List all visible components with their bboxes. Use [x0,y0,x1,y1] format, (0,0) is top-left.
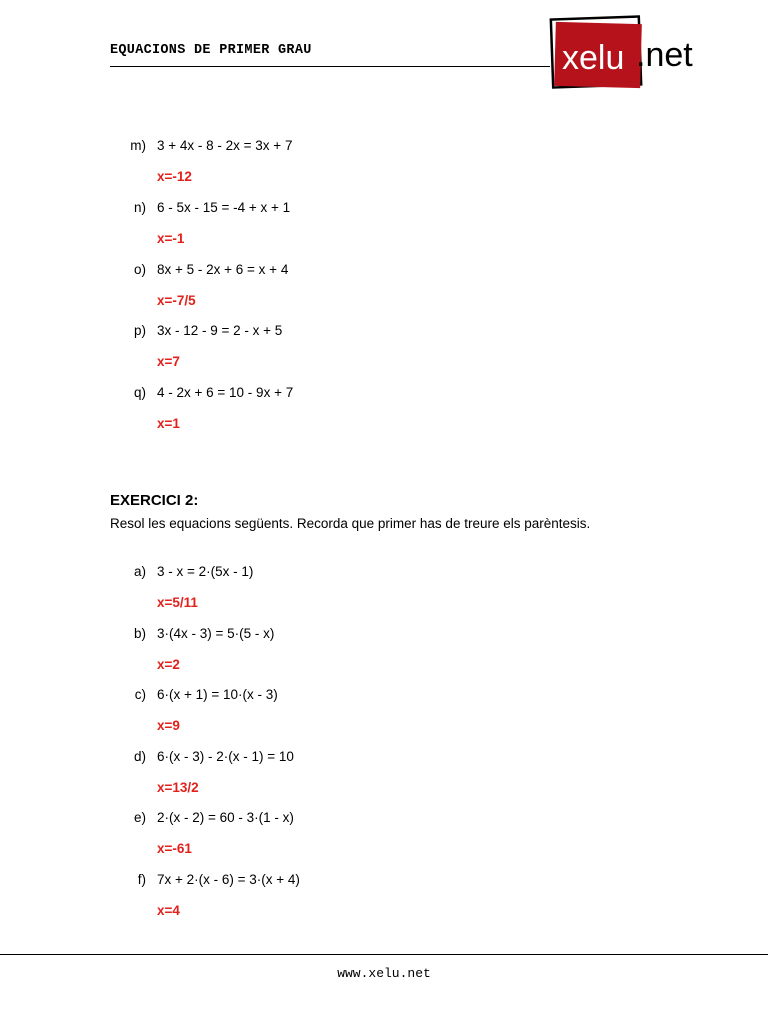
item-letter: o) [133,262,146,277]
answer: x=-7/5 [157,293,196,308]
equation: 3·(4x - 3) = 5·(5 - x) [157,626,275,641]
answer: x=-12 [157,169,192,184]
list-item [0,323,768,385]
list-item [0,749,768,811]
list-item [0,626,768,688]
answer: x=4 [157,903,180,918]
equation: 3x - 12 - 9 = 2 - x + 5 [157,323,283,338]
equation: 2·(x - 2) = 60 - 3·(1 - x) [157,810,294,825]
list-item [0,872,768,934]
item-letter: p) [133,323,146,338]
logo-text-suffix: .net [636,36,693,74]
answer: x=5/11 [157,595,198,610]
list-item [0,200,768,262]
list-item [0,687,768,749]
answer: x=13/2 [157,780,199,795]
document-title: EQUACIONS DE PRIMER GRAU [110,43,312,58]
item-letter: a) [133,564,146,579]
xelu-logo [548,14,698,94]
header-divider [110,66,550,67]
answer: x=7 [157,354,180,369]
list-item [0,262,768,324]
item-letter: c) [134,687,146,702]
item-letter: b) [133,626,146,641]
equation: 6 - 5x - 15 = -4 + x + 1 [157,200,291,215]
answer: x=1 [157,416,180,431]
item-letter: m) [130,138,146,153]
equation: 8x + 5 - 2x + 6 = x + 4 [157,262,289,277]
item-letter: n) [133,200,146,215]
equation: 7x + 2·(x - 6) = 3·(x + 4) [157,872,300,887]
equation: 3 + 4x - 8 - 2x = 3x + 7 [157,138,293,153]
list-item [0,138,768,200]
item-letter: e) [133,810,146,825]
answer: x=9 [157,718,180,733]
exercise-instructions: Resol les equacions següents. Recorda que primer has de treure els parèntesis. [110,516,591,531]
item-letter: d) [133,749,146,764]
equation: 4 - 2x + 6 = 10 - 9x + 7 [157,385,294,400]
footer-divider [0,954,768,955]
equation: 3 - x = 2·(5x - 1) [157,564,254,579]
answer: x=2 [157,657,180,672]
logo-text-main: xelu [562,39,625,77]
answer: x=-61 [157,841,192,856]
list-item [0,810,768,872]
answer: x=-1 [157,231,185,246]
footer-url[interactable]: www.xelu.net [337,966,431,981]
list-item [0,564,768,626]
item-letter: f) [137,872,146,887]
equation: 6·(x + 1) = 10·(x - 3) [157,687,278,702]
item-letter: q) [133,385,146,400]
list-item [0,385,768,447]
exercise-title: EXERCICI 2: [110,492,199,509]
equation: 6·(x - 3) - 2·(x - 1) = 10 [157,749,294,764]
